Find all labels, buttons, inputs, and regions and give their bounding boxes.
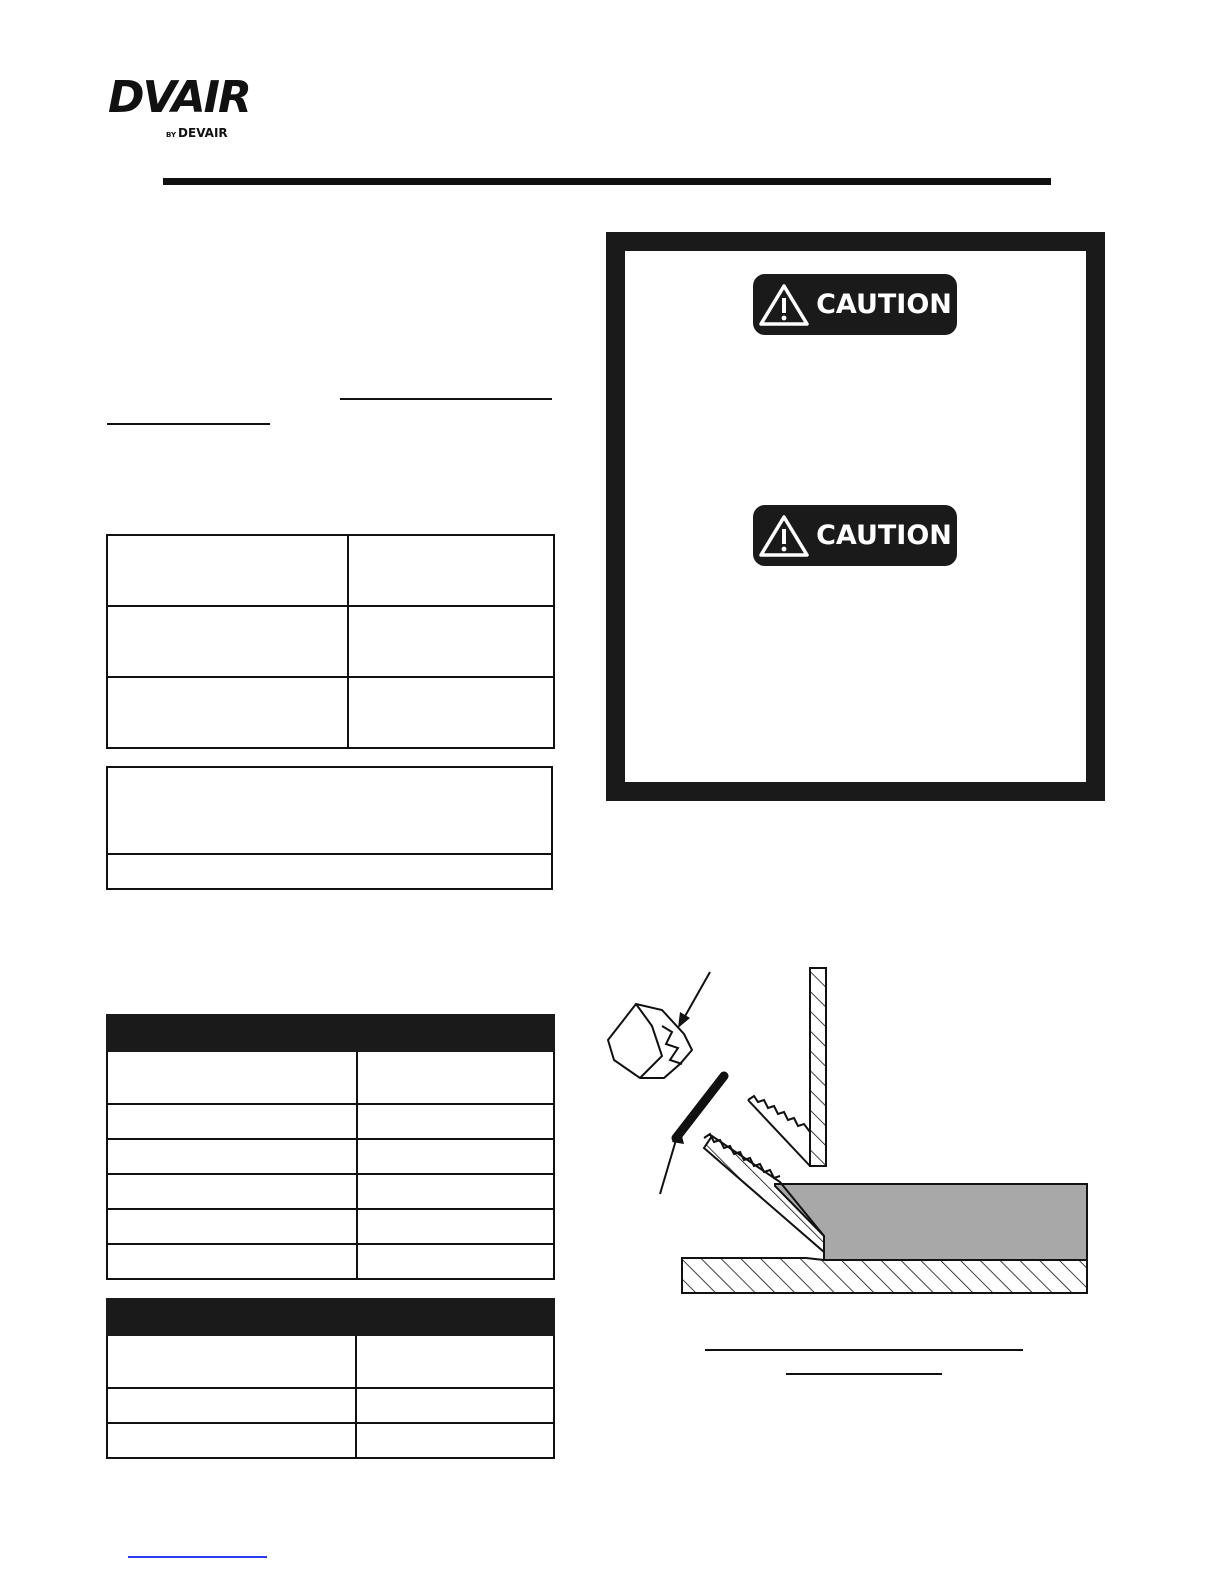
warning-triangle-icon [758, 283, 810, 327]
warning-triangle-icon [758, 514, 810, 558]
underline-2 [107, 423, 270, 425]
vertical-wall [810, 968, 826, 1166]
table-row [107, 1244, 554, 1279]
caution-label: CAUTION [816, 520, 952, 551]
table-row [107, 1174, 554, 1209]
caution-label: CAUTION [816, 289, 952, 320]
table-row [107, 1139, 554, 1174]
caption-underline-1 [705, 1349, 1023, 1351]
spec-table-2 [106, 1014, 555, 1280]
devair-logo [108, 70, 250, 150]
table-row [107, 1104, 554, 1139]
table-row [107, 1423, 554, 1458]
table-row [107, 535, 554, 606]
caption-underline-2 [786, 1373, 942, 1375]
table-row [107, 677, 554, 748]
footer-link[interactable] [128, 1556, 267, 1558]
base-plate [682, 1258, 1087, 1293]
logo-byline: BY DEVAIR [166, 126, 228, 140]
note-table [106, 766, 553, 890]
fitting-diagram [600, 960, 1100, 1305]
caution-badge-1 [753, 274, 957, 335]
table-row [107, 767, 552, 854]
table-row [107, 606, 554, 677]
table-row [107, 1335, 554, 1388]
spec-table-1 [106, 534, 555, 749]
table-header-row [107, 1299, 554, 1335]
spec-table-3 [106, 1298, 555, 1459]
table-row [107, 1388, 554, 1423]
plug-part [608, 1004, 692, 1078]
table-row [107, 854, 552, 889]
table-header-row [107, 1015, 554, 1051]
table-row [107, 1209, 554, 1244]
underline-1 [340, 398, 552, 400]
pointer-arrow-plug [678, 972, 710, 1028]
header-rule [163, 178, 1051, 185]
o-ring [676, 1076, 724, 1138]
table-row [107, 1051, 554, 1104]
logo-wordmark: DVAIR [108, 72, 250, 123]
upper-thread-edge [748, 1096, 810, 1166]
caution-badge-2 [753, 505, 957, 566]
